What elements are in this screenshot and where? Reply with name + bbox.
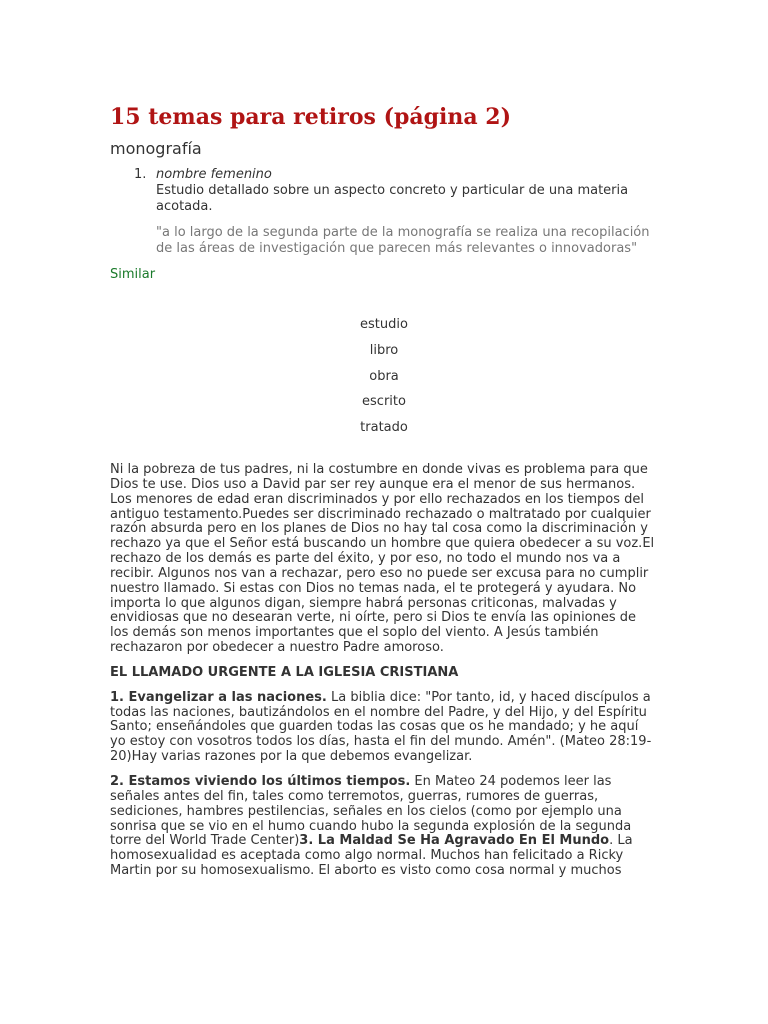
article-body xyxy=(110,463,658,879)
definition-sense xyxy=(110,167,655,257)
paragraph-evangelizar xyxy=(110,691,658,765)
paragraph-heading: 2. Estamos viviendo los últimos tiempos. xyxy=(110,774,411,790)
usage-example: "a lo largo de la segunda parte de la monografía se realiza una recopilación de las áreas de investigación que parecen más relevantes o innovadoras" xyxy=(156,225,650,256)
synonym-item[interactable]: escrito xyxy=(362,394,406,410)
sense-number: 1. xyxy=(134,167,147,182)
synonym-item[interactable]: obra xyxy=(369,368,399,384)
section-heading: EL LLAMADO URGENTE A LA IGLESIA CRISTIANA xyxy=(110,664,459,680)
dictionary-headword: monografía xyxy=(110,139,202,158)
paragraph-text: En Mateo 24 podemos leer las señales antes del fin, tales como terremotos, guerras, rumores de guerras, sediciones, hambres pestilencias, señales en los cielos (como por ejemplo una sonrisa que se vio en el humo cuando hubo la segunda explosión de la segunda torre del World Trade Center) xyxy=(110,774,632,849)
similar-label[interactable]: Similar xyxy=(110,267,156,282)
paragraph-heading: 3. La Maldad Se Ha Agravado En El Mundo xyxy=(299,833,610,849)
content xyxy=(110,102,655,889)
synonym-item[interactable]: estudio xyxy=(360,317,408,332)
paragraph-text: . La homosexualidad es aceptada como algo normal. Muchos han felicitado a Ricky Martin por su homosexualismo. El aborto es visto como cosa normal y muchos xyxy=(110,833,633,879)
paragraph-ultimos-tiempos xyxy=(110,775,658,879)
synonym-item[interactable]: tratado xyxy=(360,420,408,436)
synonym-item[interactable]: libro xyxy=(369,342,399,358)
definition-text: Estudio detallado sobre un aspecto concreto y particular de una materia acotada. xyxy=(156,183,629,214)
paragraph-heading: 1. Evangelizar a las naciones. xyxy=(110,689,327,705)
page-title: 15 temas para retiros (página 2) xyxy=(110,104,511,130)
paragraph-text: La biblia dice: "Por tanto, id, y haced discípulos a todas las naciones, bautizándolos en el nombre del Padre, y del Hijo, y del Espíritu Santo; enseñándoles que guarden todas las cosas que os he mandado; y he aquí yo estoy con vosotros todos los días, hasta el fin del mundo. Amén". (Mateo 28:19-20)Hay varias razones por la que debemos evangelizar. xyxy=(110,689,652,765)
intro-paragraph: Ni la pobreza de tus padres, ni la costumbre en donde vivas es problema para que Dios te use. Dios uso a David par ser rey aunque era el menor de sus hermanos. Los menores de edad eran discriminados y por ello rechazados en los tiempos del antiguo testamento.Puedes ser discriminado rechazado o maltratado por cualquier razón absurda pero en los planes de Dios no hay tal cosa como la discriminación y rechazo ya que el Señor está buscando un hombre que quiera obedecer a su voz.El rechazo de los demás es parte del éxito, y por eso, no todo el mundo nos va a recibir. Algunos nos van a rechazar, pero eso no puede ser excusa para no cumplir nuestro llamado. Si estas con Dios no temas nada, el te protegerá y ayudara. No importa lo que algunos digan, siempre habrá personas criticonas, malvadas y envidiosas que no desearan verte, ni oírte, pero si Dios te envía las opiniones de los demás son menos importantes que el soplo del viento. A Jesús también rechazaron por obedecer a nuestro Padre amoroso. xyxy=(110,461,655,656)
sense-body xyxy=(156,167,655,257)
synonym-list xyxy=(110,317,658,446)
part-of-speech: nombre femenino xyxy=(156,167,272,182)
